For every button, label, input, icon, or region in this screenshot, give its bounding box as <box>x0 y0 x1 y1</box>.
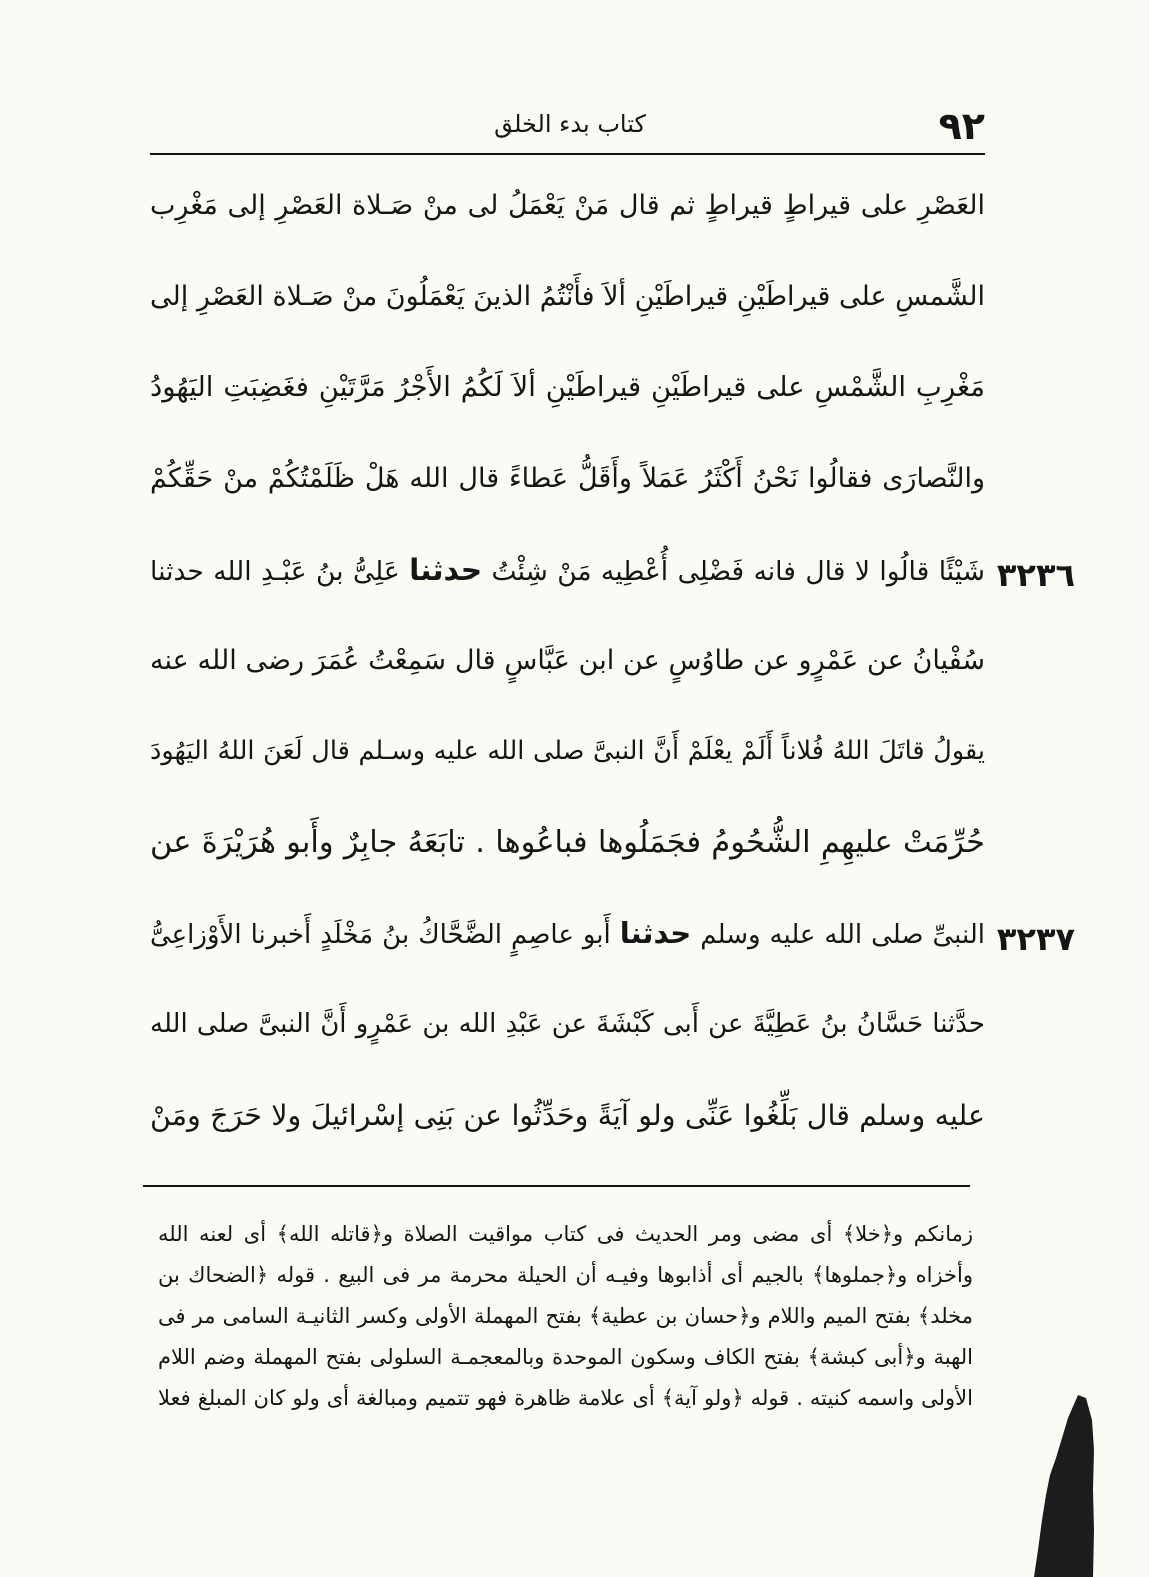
text-line: والنَّصارَى فقالُوا نَحْنُ أَكْثَرُ عَمَلاً وأَقَلُّ عَطاءً قال الله هَلْ ظَلَمْتُكُمْ منْ حَقِّكُمْ <box>150 463 985 494</box>
running-head-title: كتاب بدء الخلق <box>494 110 646 138</box>
main-text <box>150 160 985 1161</box>
footnotes <box>158 1214 973 1419</box>
text-segment: عَلِىُّ بنُ عَبْـدِ الله حدثنا <box>150 556 400 587</box>
footnote-line: الأولى واسمه كنيته . قوله ﴿ولو آية﴾ أى علامة ظاهرة فهو تتميم ومبالغة أى ولو كان المبلغ فعلا <box>158 1386 973 1410</box>
text-line: سُفْيانُ عن عَمْرٍو عن طاوُسٍ عن ابن عَبَّاسٍ قال سَمِعْتُ عُمَرَ رضى الله عنه <box>150 645 985 676</box>
hadith-number: ٣٢٣٧ <box>996 920 1075 958</box>
footnote-line: وأخزاه و﴿جملوها﴾ بالجيم أى أذابوها وفيـه أن الحيلة محرمة مر فى البيع . قوله ﴿الضحاك بن <box>158 1263 973 1287</box>
text-segment: النبىِّ صلى الله عليه وسلم <box>700 920 985 950</box>
footnote-line: زمانكم و﴿خلا﴾ أى مضى ومر الحديث فى كتاب مواقيت الصلاة و﴿قاتله الله﴾ أى لعنه الله <box>158 1222 973 1246</box>
text-line <box>150 888 985 979</box>
text-line: حدَّثنا حَسَّانُ بنُ عَطِيَّةَ عن أَبى كَبْشَةَ عن عَبْدِ الله بن عَمْرٍو أَنَّ النبىَّ صلى الله <box>150 1009 985 1039</box>
text-line: عليه وسلم قال بَلِّغُوا عَنِّى ولو آيَةً وحَدِّثُوا عن بَنِى إسْرائيلَ ولا حَرَجَ ومَنْ <box>150 1099 985 1132</box>
text-line: مَغْرِبِ الشَّمْسِ على قيراطَيْنِ قيراطَيْنِ ألاَ لَكُمُ الأَجْرُ مَرَّتَيْنِ فغَضِبَتِ اليَهُودُ <box>150 371 985 403</box>
text-line: حُرِّمَتْ عليهِمِ الشُّحُومُ فجَمَلُوها فباعُوها . تابَعَهُ جابِرٌ وأَبو هُرَيْرَةَ عن <box>150 825 985 860</box>
text-line: العَصْرِ على قيراطٍ قيراطٍ ثم قال مَنْ يَعْمَلُ لى منْ صَـلاة العَصْرِ إلى مَغْرِب <box>150 190 985 221</box>
torn-page-edge <box>1020 1380 1110 1577</box>
text-line: يقولُ قاتَلَ اللهُ فُلاناً أَلَمْ يعْلَمْ أَنَّ النبىَّ صلى الله عليه وسـلم قال لَعَنَ اللهُ اليَهُودَ <box>150 736 985 766</box>
narration-marker: حدثنا <box>619 916 692 950</box>
text-segment: شَيْئًا قالُوا لا قال فانه فَضْلِى أُعْطِيه مَنْ شِئْتُ <box>491 556 985 587</box>
header-rule <box>150 153 985 155</box>
page-number: ٩٢ <box>938 104 985 148</box>
text-line <box>150 524 985 615</box>
narration-marker: حدثنا <box>409 552 483 587</box>
footnote-line: مخلد﴾ بفتح الميم واللام و﴿حسان بن عطية﴾ بفتح المهملة الأولى وكسر الثانيـة السامى مر فى <box>158 1304 973 1328</box>
torn-page-edge-shape <box>1034 1395 1094 1577</box>
text-line: الشَّمسِ على قيراطَيْنِ قيراطَيْنِ ألاَ فأَنْتُمُ الذينَ يَعْمَلُونَ منْ صَـلاة العَصْرِ إلى <box>150 281 985 312</box>
footnote-line: الهبة و﴿أبى كبشة﴾ بفتح الكاف وسكون الموحدة وبالمعجمـة السلولى بفتح المهملة وضم اللام <box>158 1345 973 1369</box>
footnote-rule <box>143 1185 970 1187</box>
hadith-number: ٣٢٣٦ <box>996 556 1075 594</box>
text-segment: أَبو عاصِمٍ الضَّحَّاكُ بنُ مَخْلَدٍ أَخبرنا الأَوْزاعِىُّ <box>150 920 611 950</box>
